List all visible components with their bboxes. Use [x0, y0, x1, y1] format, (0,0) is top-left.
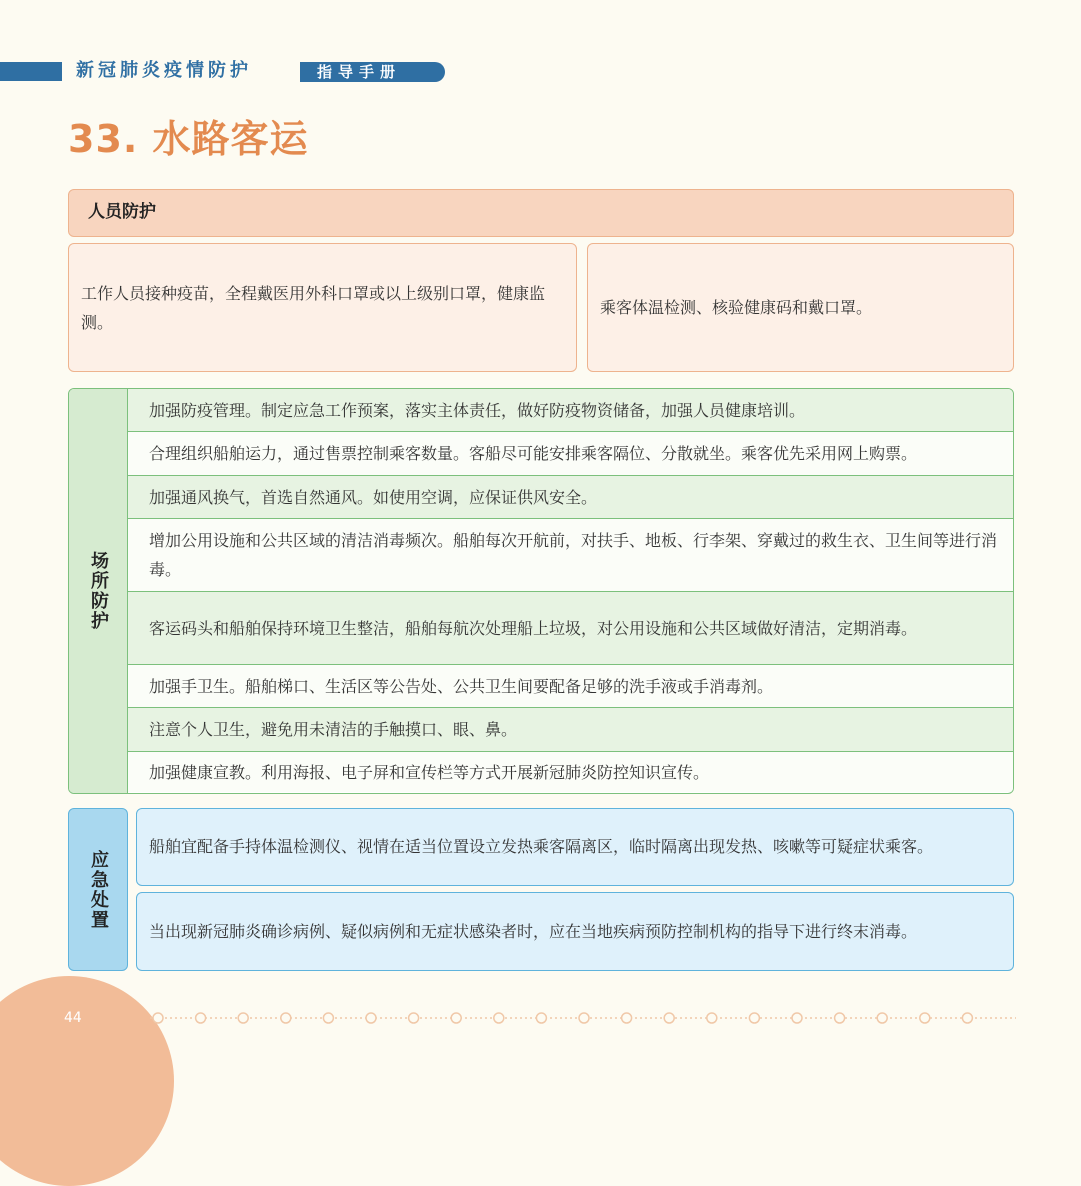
divider-dot [835, 1013, 845, 1023]
divider-dot [153, 1013, 163, 1023]
site-protection-text: 客运码头和船舶保持环境卫生整洁，船舶每航次处理船上垃圾，对公用设施和公共区域做好清洁，定期消毒。 [149, 618, 918, 638]
divider-dot [409, 1013, 419, 1023]
site-protection-text: 加强通风换气，首选自然通风。如使用空调，应保证供风安全。 [149, 487, 598, 507]
site-protection-rows [128, 389, 1013, 793]
divider-dot [536, 1013, 546, 1023]
site-protection-text: 加强手卫生。船舶梯口、生活区等公告处、公共卫生间要配备足够的洗手液或手消毒剂。 [149, 676, 774, 696]
site-protection-text: 加强防疫管理。制定应急工作预案，落实主体责任，做好防疫物资储备，加强人员健康培训。 [149, 400, 806, 420]
divider-dot [196, 1013, 206, 1023]
divider-dot [451, 1013, 461, 1023]
site-protection-row [128, 432, 1013, 476]
personal-protection-passenger [587, 243, 1014, 372]
site-protection-label: 场所防护 [88, 551, 109, 631]
personal-protection-heading: 人员防护 [68, 189, 1014, 237]
emergency-item [136, 892, 1014, 971]
handbook-subtitle-pill: 指导手册 [300, 62, 445, 82]
personal-protection-staff [68, 243, 577, 372]
page-number: 44 [64, 1010, 82, 1026]
divider-dot [323, 1013, 333, 1023]
divider-dot [494, 1013, 504, 1023]
personal-protection-staff-text: 工作人员接种疫苗，全程戴医用外科口罩或以上级别口罩，健康监测。 [81, 283, 546, 332]
site-protection-row [128, 389, 1013, 432]
divider-dot [664, 1013, 674, 1023]
emergency-label-cell [68, 808, 128, 971]
divider-dot [792, 1013, 802, 1023]
emergency-label: 应急处置 [88, 849, 109, 930]
divider-dot [920, 1013, 930, 1023]
site-protection-row [128, 708, 1013, 752]
emergency-item [136, 808, 1014, 886]
emergency-text: 船舶宜配备手持体温检测仪、视情在适当位置设立发热乘客隔离区，临时隔离出现发热、咳嗽等可疑症状乘客。 [149, 837, 934, 856]
site-protection-text: 合理组织船舶运力，通过售票控制乘客数量。客船尽可能安排乘客隔位、分散就坐。乘客优先采用网上购票。 [149, 444, 918, 463]
site-protection-text: 增加公用设施和公共区域的清洁消毒频次。船舶每次开航前，对扶手、地板、行李架、穿戴过的救生衣、卫生间等进行消毒。 [149, 531, 998, 579]
divider-dot [707, 1013, 717, 1023]
divider-dot [962, 1013, 972, 1023]
site-protection-row [128, 665, 1013, 708]
divider-dot [238, 1013, 248, 1023]
site-protection-text: 注意个人卫生，避免用未清洁的手触摸口、眼、鼻。 [149, 720, 518, 739]
page-corner-circle [0, 976, 174, 1186]
emergency-text: 当出现新冠肺炎确诊病例、疑似病例和无症状感染者时，应在当地疾病预防控制机构的指导下进行终末消毒。 [149, 921, 918, 941]
divider-dot [281, 1013, 291, 1023]
page-title: 33. 水路客运 [68, 117, 309, 161]
handbook-title: 新冠肺炎疫情防护 [76, 60, 252, 81]
site-protection-row [128, 476, 1013, 519]
personal-protection-passenger-text: 乘客体温检测、核验健康码和戴口罩。 [600, 298, 873, 317]
site-protection-row [128, 752, 1013, 792]
divider-dot [749, 1013, 759, 1023]
site-protection-table [68, 388, 1014, 794]
site-protection-label-cell [69, 389, 128, 793]
dotted-divider [150, 1009, 1016, 1029]
divider-dot [579, 1013, 589, 1023]
divider-dot [366, 1013, 376, 1023]
site-protection-row [128, 519, 1013, 592]
divider-dot [877, 1013, 887, 1023]
header-band [0, 62, 62, 81]
site-protection-row [128, 592, 1013, 665]
site-protection-text: 加强健康宣教。利用海报、电子屏和宣传栏等方式开展新冠肺炎防控知识宣传。 [149, 762, 710, 782]
divider-dot [622, 1013, 632, 1023]
